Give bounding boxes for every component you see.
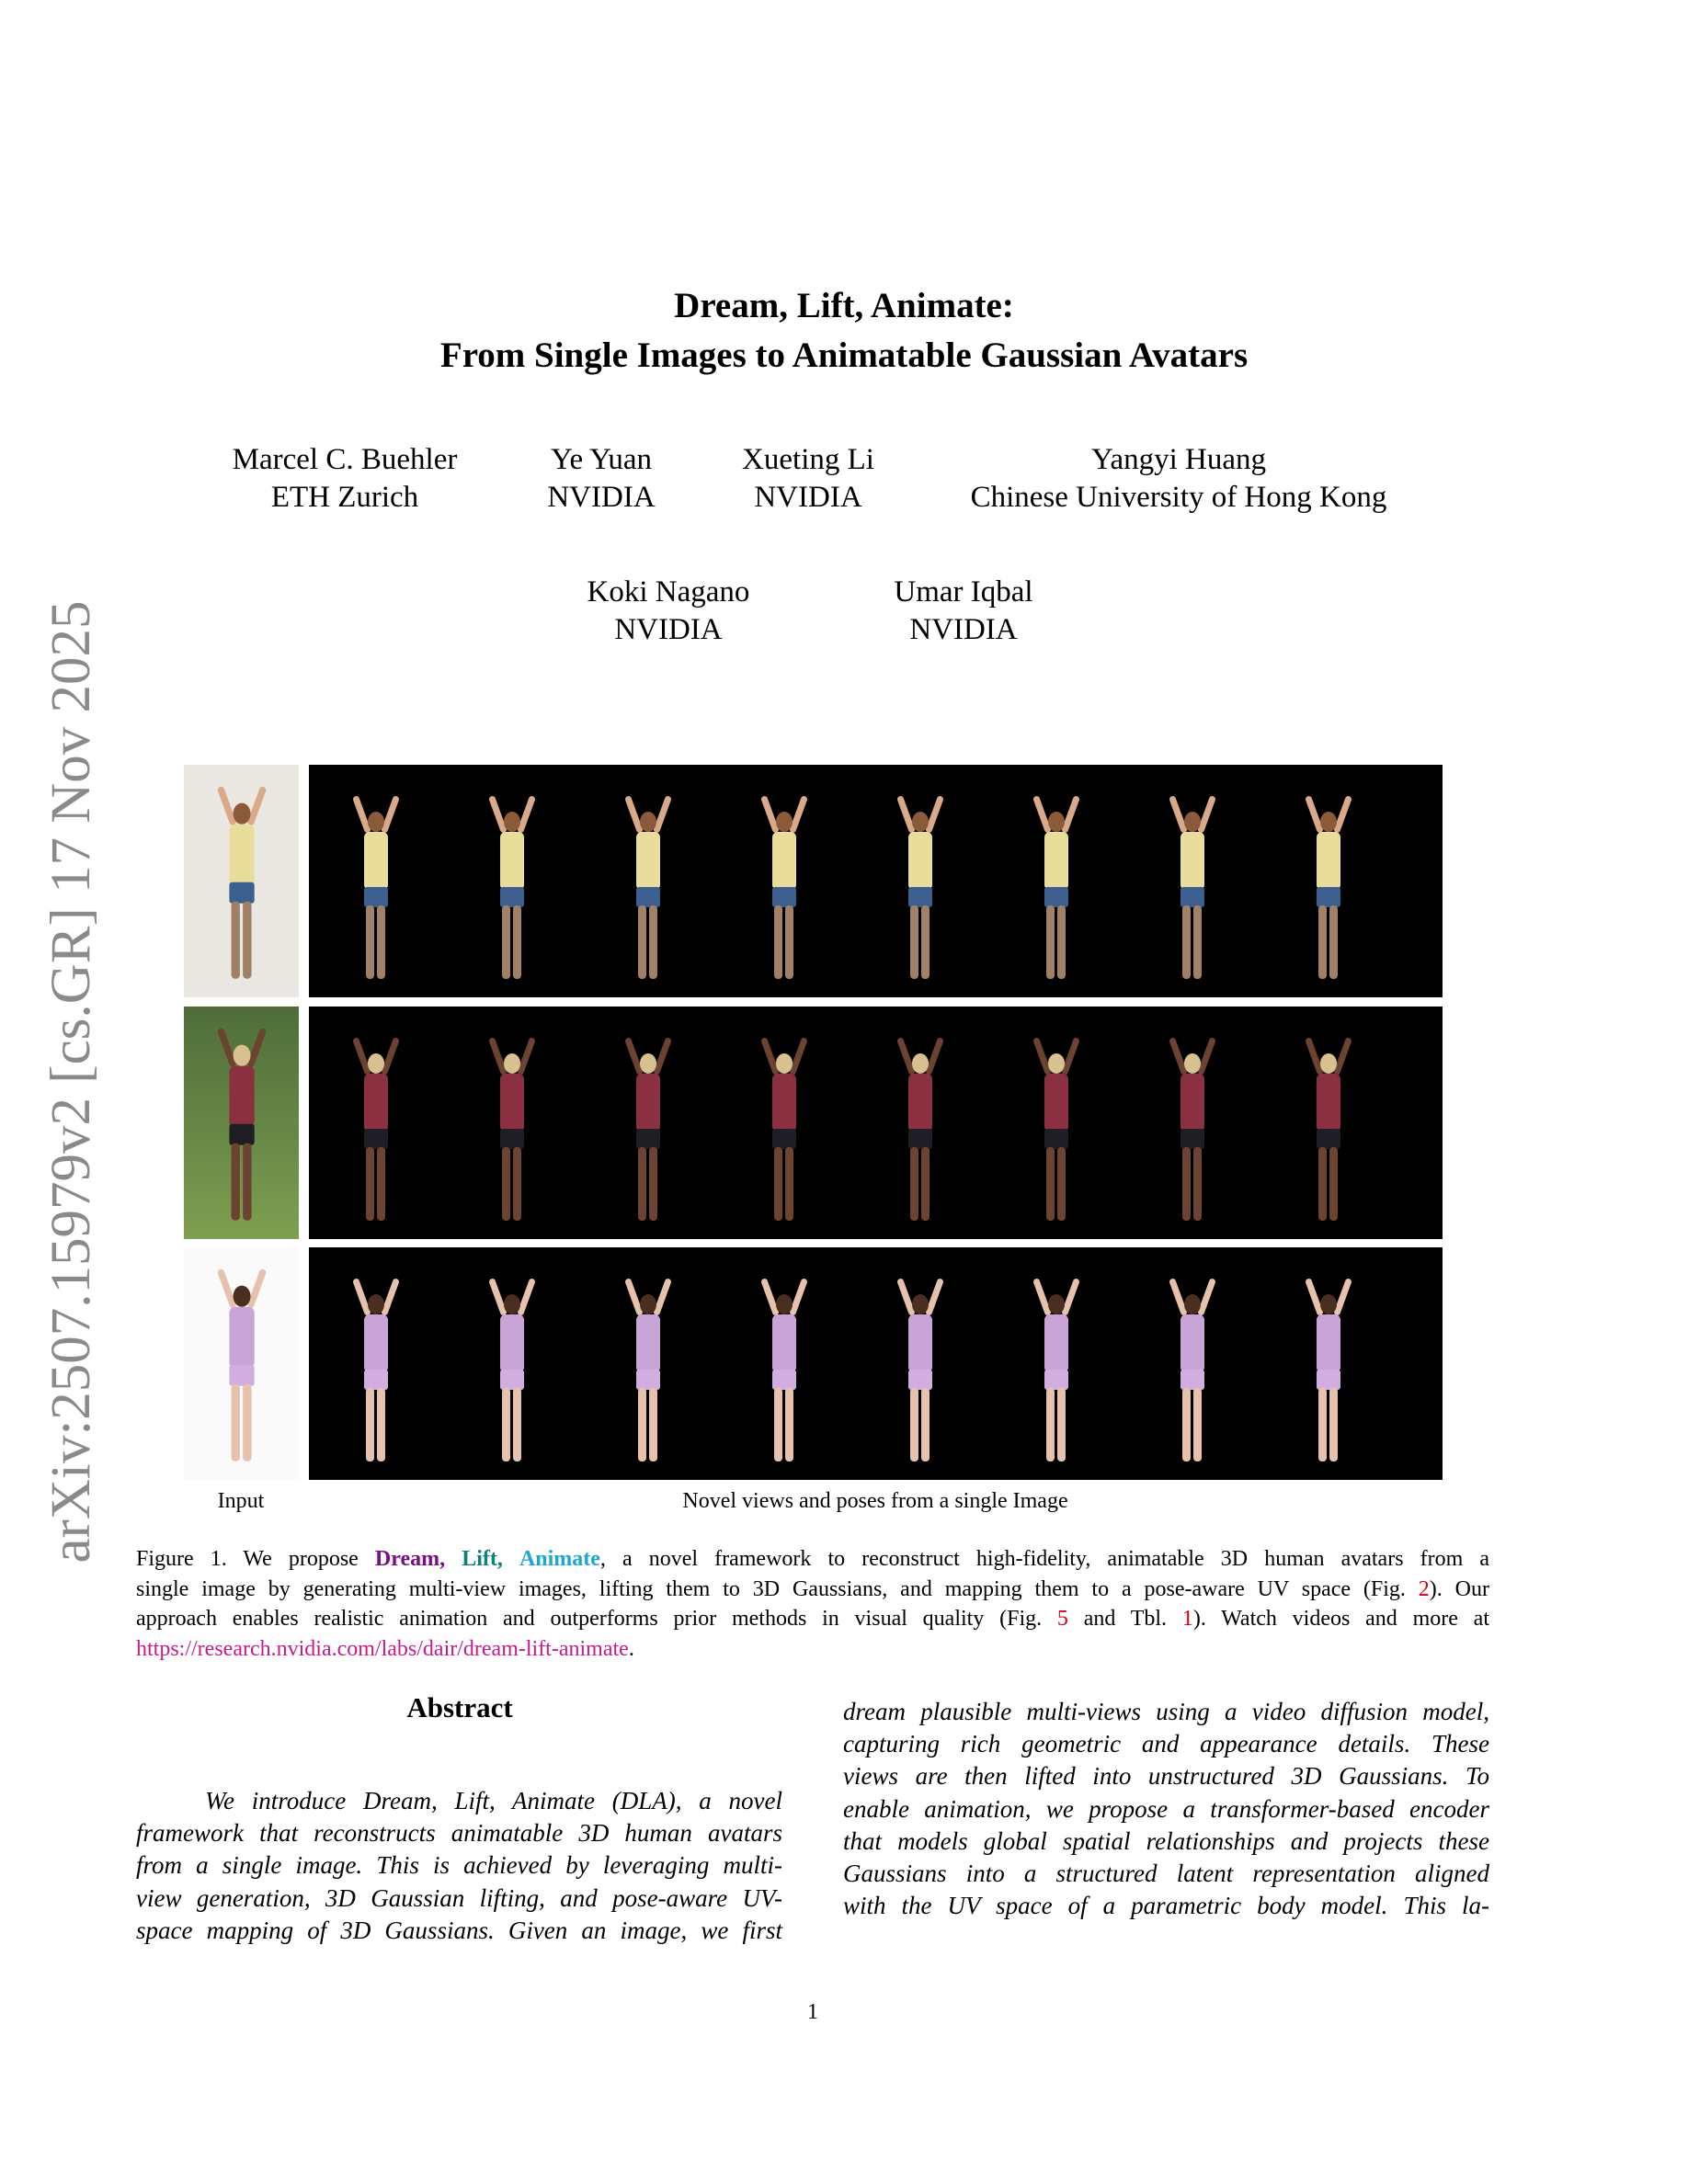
author-affiliation: NVIDIA xyxy=(909,613,1018,646)
avatar-figure xyxy=(1037,791,1074,984)
avatar-figure xyxy=(1037,1033,1074,1226)
author-name: Xueting Li xyxy=(742,443,874,476)
novel-views-label: Novel views and poses from a single Image xyxy=(682,1489,1068,1513)
author-name: Ye Yuan xyxy=(550,443,653,476)
caption-dream: Dream xyxy=(374,1547,440,1571)
caption-text: approach enables realistic animation and outperforms prior methods in visual quality (Fig. xyxy=(136,1607,1057,1632)
author-block xyxy=(742,441,874,517)
avatar-figure xyxy=(629,791,666,984)
fig5-link[interactable]: 5 xyxy=(1056,1607,1068,1632)
caption-lift: Lift xyxy=(462,1547,497,1571)
abstract-line: that models global spatial relationships and projects these xyxy=(843,1826,1489,1855)
abstract-line: from a single image. This is achieved by leveraging multi- xyxy=(136,1851,782,1880)
caption-text: and Tbl. xyxy=(1067,1607,1182,1632)
author-block xyxy=(971,441,1387,517)
title-line-1: Dream, Lift, Animate: xyxy=(674,286,1014,325)
avatar-figure xyxy=(493,1033,530,1226)
abstract-line: space mapping of 3D Gaussians. Given an image, we first xyxy=(136,1916,782,1944)
caption-text: . xyxy=(628,1637,634,1662)
title-line-2: From Single Images to Animatable Gaussian Avatars xyxy=(439,336,1249,375)
avatar-figure xyxy=(1173,1033,1210,1226)
abstract-line: with the UV space of a parametric body model. This la- xyxy=(843,1892,1489,1920)
author-block xyxy=(587,574,750,649)
avatar-figure xyxy=(1309,791,1346,984)
author-affiliation: ETH Zurich xyxy=(270,481,419,514)
author-affiliation: Chinese University of Hong Kong xyxy=(970,481,1387,514)
avatar-figure xyxy=(493,791,530,984)
avatar-figure xyxy=(222,1024,260,1227)
author-name: Marcel C. Buehler xyxy=(232,443,458,476)
author-name: Yangyi Huang xyxy=(1090,443,1267,476)
abstract-line: Gaussians into a structured latent representation aligned xyxy=(843,1860,1489,1888)
avatar-figure xyxy=(222,782,260,985)
abstract-line: We introduce Dream, Lift, Animate (DLA), a novel xyxy=(136,1787,782,1814)
avatar-figure xyxy=(1173,1274,1210,1467)
abstract-line: views are then lifted into unstructured 3D Gaussians. To xyxy=(843,1762,1489,1791)
avatar-figure xyxy=(901,1033,938,1226)
caption-prefix: Figure 1. We propose xyxy=(136,1547,375,1571)
tbl1-link[interactable]: 1 xyxy=(1181,1607,1193,1632)
avatar-figure xyxy=(765,1033,802,1226)
input-image-1 xyxy=(184,765,299,997)
caption-text: ). Watch videos and more at xyxy=(1192,1607,1489,1632)
novel-views-row-2 xyxy=(309,1007,1443,1239)
figure-caption: Figure 1. We propose Dream, Lift, Animate, a novel framework to reconstruct high-fidelity, animatable 3D human avatars from a single image by generating multi-view images, lifting them to 3D Gaussians, and mapping them to a pose-aware UV space (Fig. 2). Our approach enables realistic animation and outperforms prior methods in visual quality (Fig. 5 and Tbl. 1). Watch videos and more at https://research.nvidia.com/labs/dair/dream-lift-animate. xyxy=(136,1547,1490,1662)
abstract-heading: Abstract xyxy=(406,1691,513,1723)
avatar-figure xyxy=(1037,1274,1074,1467)
avatar-figure xyxy=(1309,1274,1346,1467)
input-image-3 xyxy=(184,1247,299,1480)
author-affiliation: NVIDIA xyxy=(547,481,656,514)
avatar-figure xyxy=(222,1265,260,1468)
avatar-figure xyxy=(1173,791,1210,984)
project-url-link[interactable]: https://research.nvidia.com/labs/dair/dream-lift-animate xyxy=(136,1637,629,1662)
page-number: 1 xyxy=(807,2000,818,2024)
novel-views-row-3 xyxy=(309,1247,1443,1480)
avatar-figure xyxy=(901,791,938,984)
author-name: Umar Iqbal xyxy=(894,575,1033,609)
abstract-line: capturing rich geometric and appearance details. These xyxy=(843,1730,1489,1758)
abstract-line: enable animation, we propose a transformer-based encoder xyxy=(843,1794,1489,1823)
author-affiliation: NVIDIA xyxy=(754,481,862,514)
avatar-figure xyxy=(1309,1033,1346,1226)
avatar-figure xyxy=(629,1033,666,1226)
abstract-right-column xyxy=(843,1696,1489,1922)
author-name: Koki Nagano xyxy=(587,575,750,609)
caption-animate: Animate xyxy=(519,1547,600,1571)
caption-text: , a novel framework to reconstruct high-fidelity, animatable 3D human avatars from a xyxy=(599,1547,1490,1571)
paper-title xyxy=(440,281,1248,381)
author-block xyxy=(233,441,458,517)
abstract-line: dream plausible multi-views using a video diffusion model, xyxy=(843,1698,1489,1725)
input-image-2 xyxy=(184,1007,299,1239)
novel-views-row-1 xyxy=(309,765,1443,997)
input-label: Input xyxy=(217,1489,265,1513)
author-affiliation: NVIDIA xyxy=(614,613,723,646)
avatar-figure xyxy=(493,1274,530,1467)
author-block xyxy=(547,441,655,517)
avatar-figure xyxy=(765,791,802,984)
avatar-figure xyxy=(629,1274,666,1467)
fig2-link[interactable]: 2 xyxy=(1418,1576,1430,1601)
avatar-figure xyxy=(901,1274,938,1467)
avatar-figure xyxy=(765,1274,802,1467)
abstract-line: framework that reconstructs animatable 3D human avatars xyxy=(136,1819,782,1848)
abstract-line: view generation, 3D Gaussian lifting, and pose-aware UV- xyxy=(136,1883,782,1912)
avatar-figure xyxy=(357,1274,393,1467)
caption-text: ). Our xyxy=(1429,1576,1489,1601)
abstract-left-column xyxy=(136,1785,782,1947)
avatar-figure xyxy=(357,1033,393,1226)
avatar-figure xyxy=(357,791,393,984)
arxiv-stamp: arXiv:2507.15979v2 [cs.GR] 17 Nov 2025 xyxy=(40,600,102,1564)
caption-text: single image by generating multi-view images, lifting them to 3D Gaussians, and mapping them to a pose-aware UV space (Fig. xyxy=(136,1576,1419,1601)
author-block xyxy=(894,574,1032,649)
